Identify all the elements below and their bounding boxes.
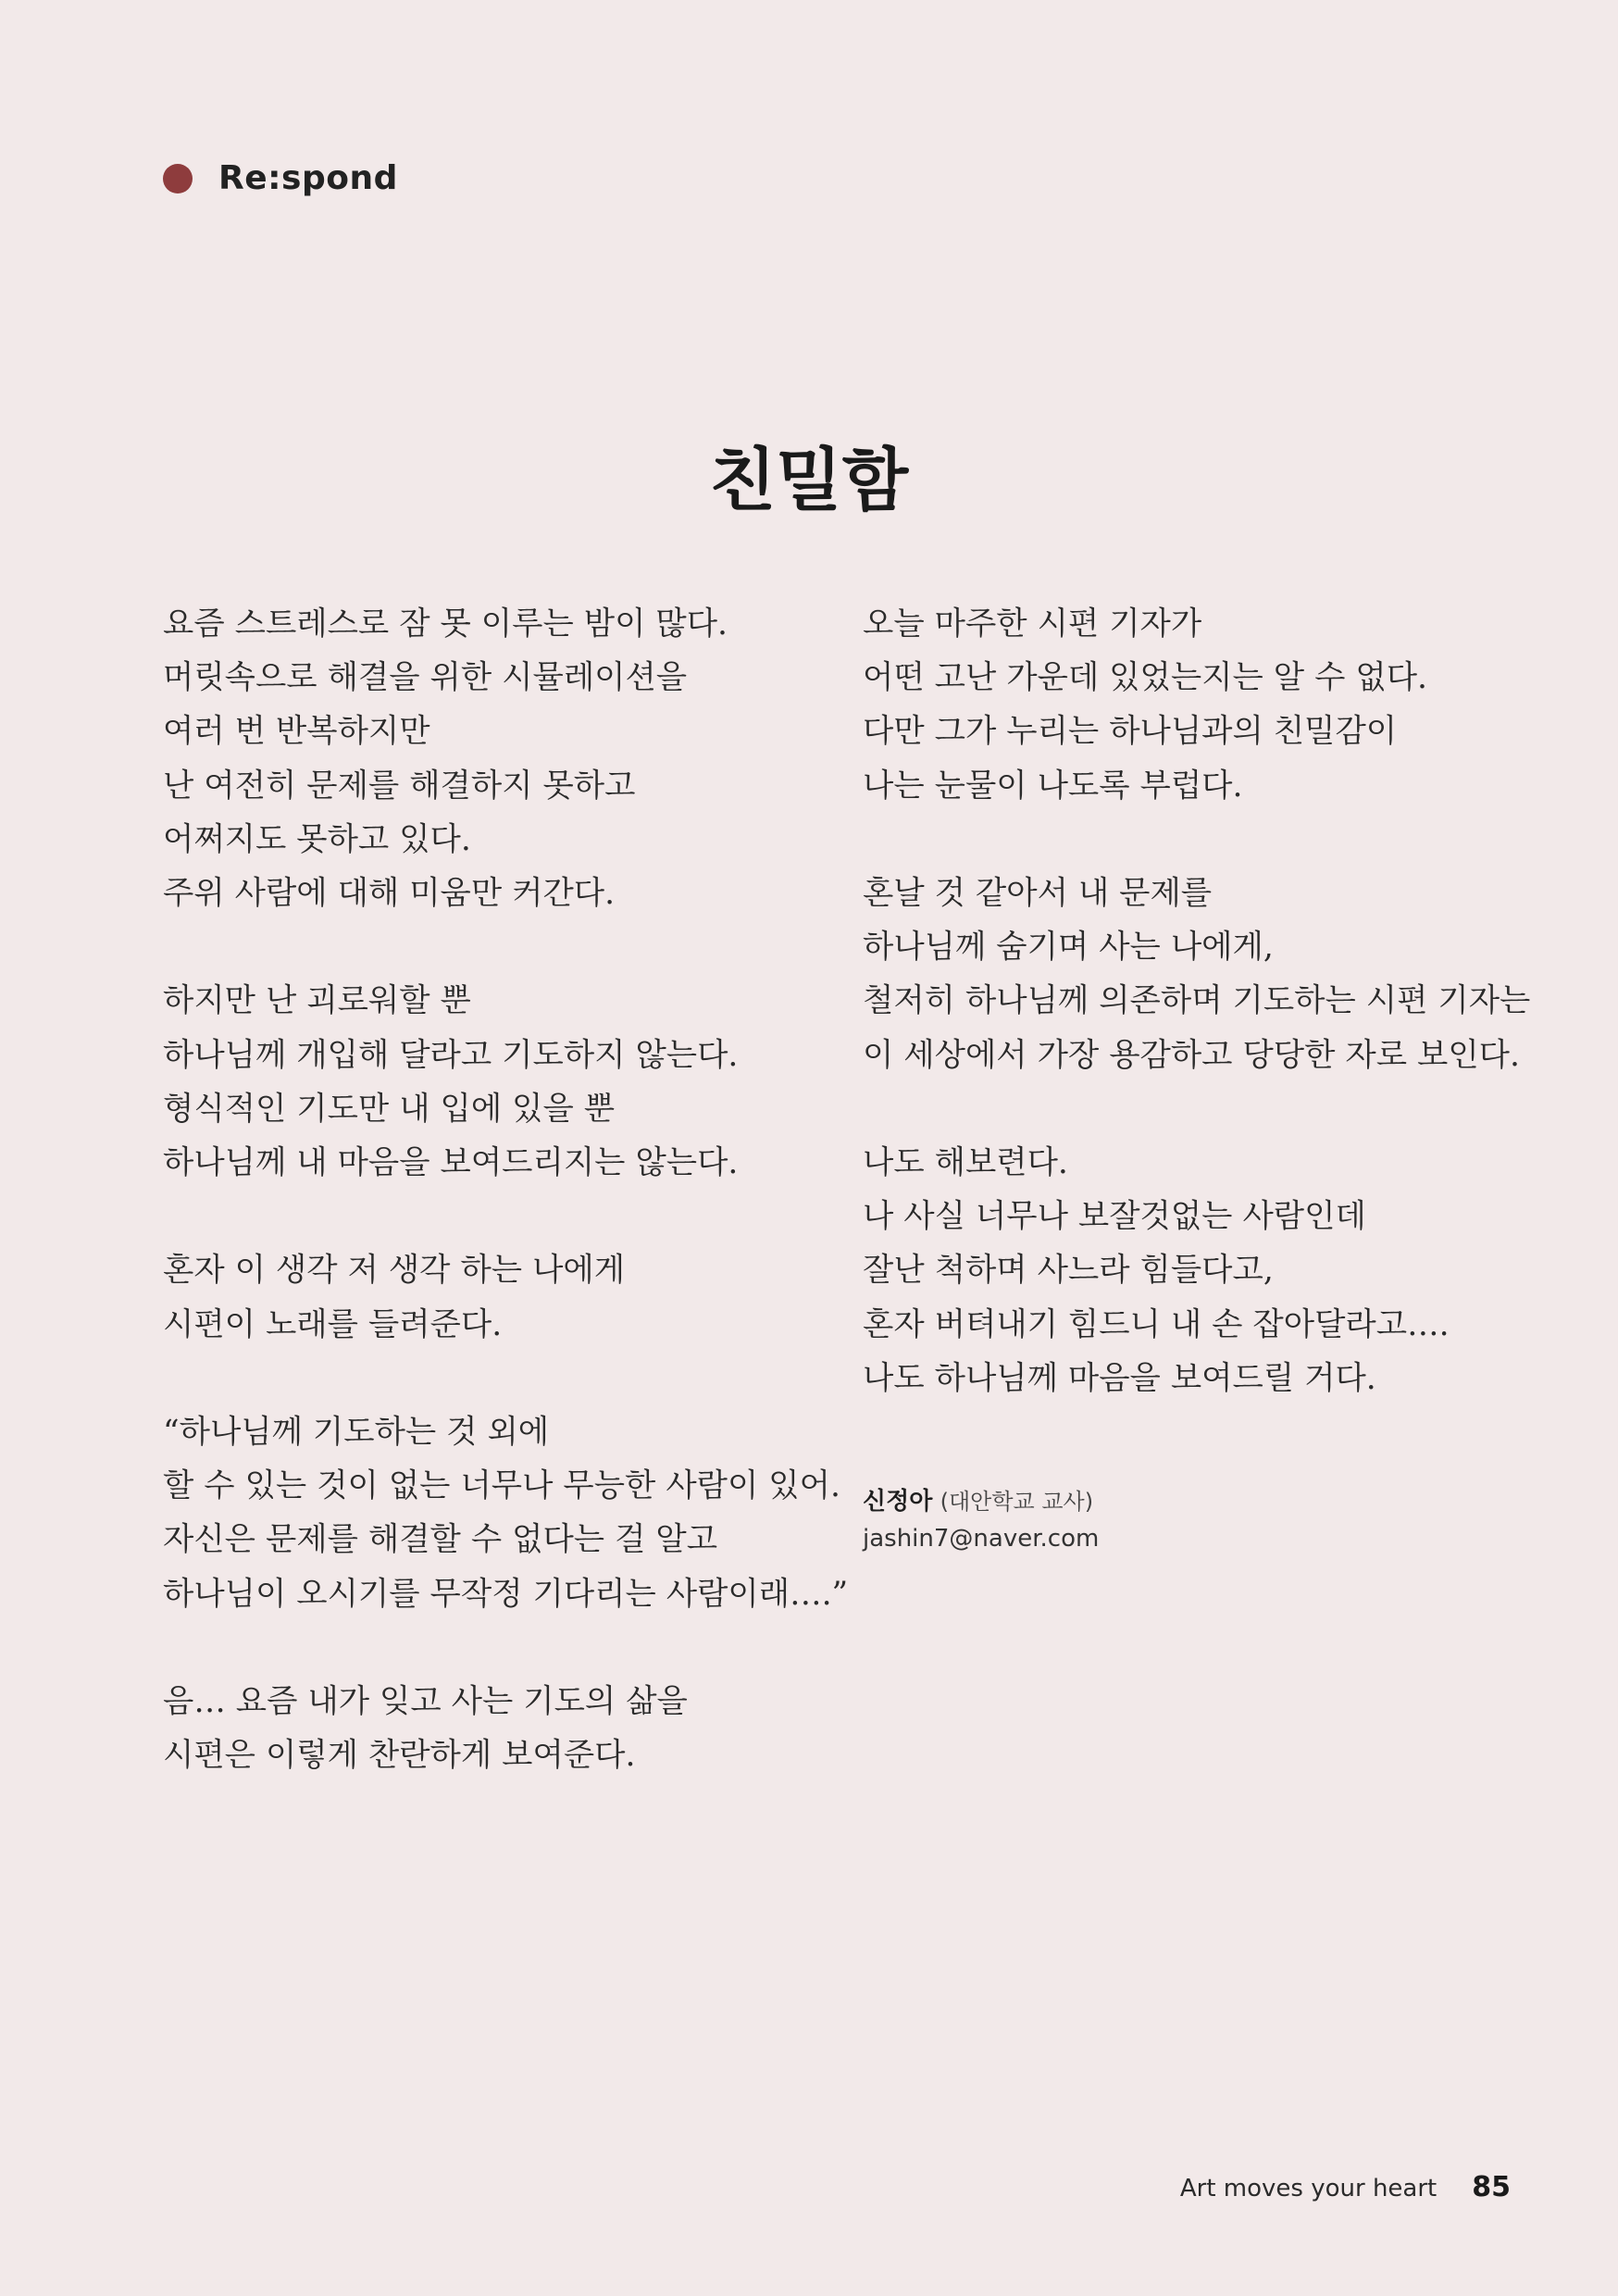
poem-line: 하나님께 개입해 달라고 기도하지 않는다. xyxy=(163,1036,739,1074)
poem-line: 혼날 것 같아서 내 문제를 xyxy=(863,875,1213,912)
footer-tagline: Art moves your heart xyxy=(1179,2175,1438,2202)
poem-column-left xyxy=(163,597,848,1782)
poem-line: 이 세상에서 가장 용감하고 당당한 자로 보인다. xyxy=(863,1036,1520,1074)
author-affiliation: (대안학교 교사) xyxy=(940,1489,1094,1515)
poem-line: 하지만 난 괴로워할 뿐 xyxy=(163,982,471,1020)
poem-line: 다만 그가 누리는 하나님과의 친밀감이 xyxy=(863,713,1398,751)
poem-line: 하나님이 오시기를 무작정 기다리는 사람이래….” xyxy=(163,1575,849,1613)
poem-line: 혼자 버텨내기 힘드니 내 손 잡아달라고…. xyxy=(863,1305,1450,1343)
poem-line: 주위 사람에 대해 미움만 커간다. xyxy=(163,875,616,913)
poem-stanza xyxy=(163,1675,848,1782)
poem-line: 하나님께 내 마음을 보여드리지는 않는다. xyxy=(163,1144,739,1182)
poem-line: 형식적인 기도만 내 입에 있을 뿐 xyxy=(163,1090,616,1128)
author-email: jashin7@naver.com xyxy=(863,1525,1100,1553)
poem-line: 할 수 있는 것이 없는 너무나 무능한 사람이 있어. xyxy=(163,1467,840,1505)
poem-stanza xyxy=(163,1405,848,1621)
poem-column-right xyxy=(863,597,1548,1405)
poem-line: 철저히 하나님께 의존하며 기도하는 시편 기자는 xyxy=(863,982,1531,1020)
page-footer xyxy=(1180,2171,1511,2203)
author-name: 신정아 xyxy=(863,1488,933,1516)
poem-stanza xyxy=(163,597,848,920)
poem-line: 나 사실 너무나 보잘것없는 사람인데 xyxy=(863,1198,1366,1236)
poem-line: “하나님께 기도하는 것 외에 xyxy=(163,1414,550,1451)
poem-line: 시편이 노래를 들려준다. xyxy=(163,1305,503,1343)
poem-line: 잘난 척하며 사느라 힘들다고, xyxy=(863,1252,1274,1290)
poem-line: 나도 해보련다. xyxy=(863,1144,1068,1181)
page-number: 85 xyxy=(1472,2171,1511,2203)
author-block xyxy=(863,1483,1099,1557)
poem-line: 요즘 스트레스로 잠 못 이루는 밤이 많다. xyxy=(163,605,728,643)
poem-stanza xyxy=(863,1136,1548,1405)
poem-line: 어쩌지도 못하고 있다. xyxy=(163,820,471,858)
poem-line: 하나님께 숨기며 사는 나에게, xyxy=(863,929,1274,967)
poem-line: 여러 번 반복하지만 xyxy=(163,713,430,751)
poem-line: 음… 요즘 내가 잊고 사는 기도의 삶을 xyxy=(163,1683,688,1720)
poem-stanza xyxy=(163,1243,848,1351)
bullet-dot-icon xyxy=(163,164,193,193)
poem-line: 나도 하나님께 마음을 보여드릴 거다. xyxy=(863,1359,1376,1397)
poem-line: 나는 눈물이 나도록 부럽다. xyxy=(863,767,1243,805)
section-header xyxy=(163,159,398,197)
poem-line: 어떤 고난 가운데 있었는지는 알 수 없다. xyxy=(863,659,1427,697)
poem-line: 머릿속으로 해결을 위한 시뮬레이션을 xyxy=(163,659,688,697)
section-label: Re:spond xyxy=(218,159,398,197)
poem-line: 시편은 이렇게 찬란하게 보여준다. xyxy=(163,1737,636,1775)
poem-line: 혼자 이 생각 저 생각 하는 나에게 xyxy=(163,1252,626,1290)
author-line xyxy=(863,1483,1099,1520)
poem-line: 오늘 마주한 시편 기자가 xyxy=(863,605,1202,643)
poem-title: 친밀함 xyxy=(709,441,909,520)
poem-line: 자신은 문제를 해결할 수 없다는 걸 알고 xyxy=(163,1521,718,1559)
poem-line: 난 여전히 문제를 해결하지 못하고 xyxy=(163,767,636,805)
poem-stanza xyxy=(863,867,1548,1082)
poem-stanza xyxy=(863,597,1548,813)
poem-stanza xyxy=(163,974,848,1190)
